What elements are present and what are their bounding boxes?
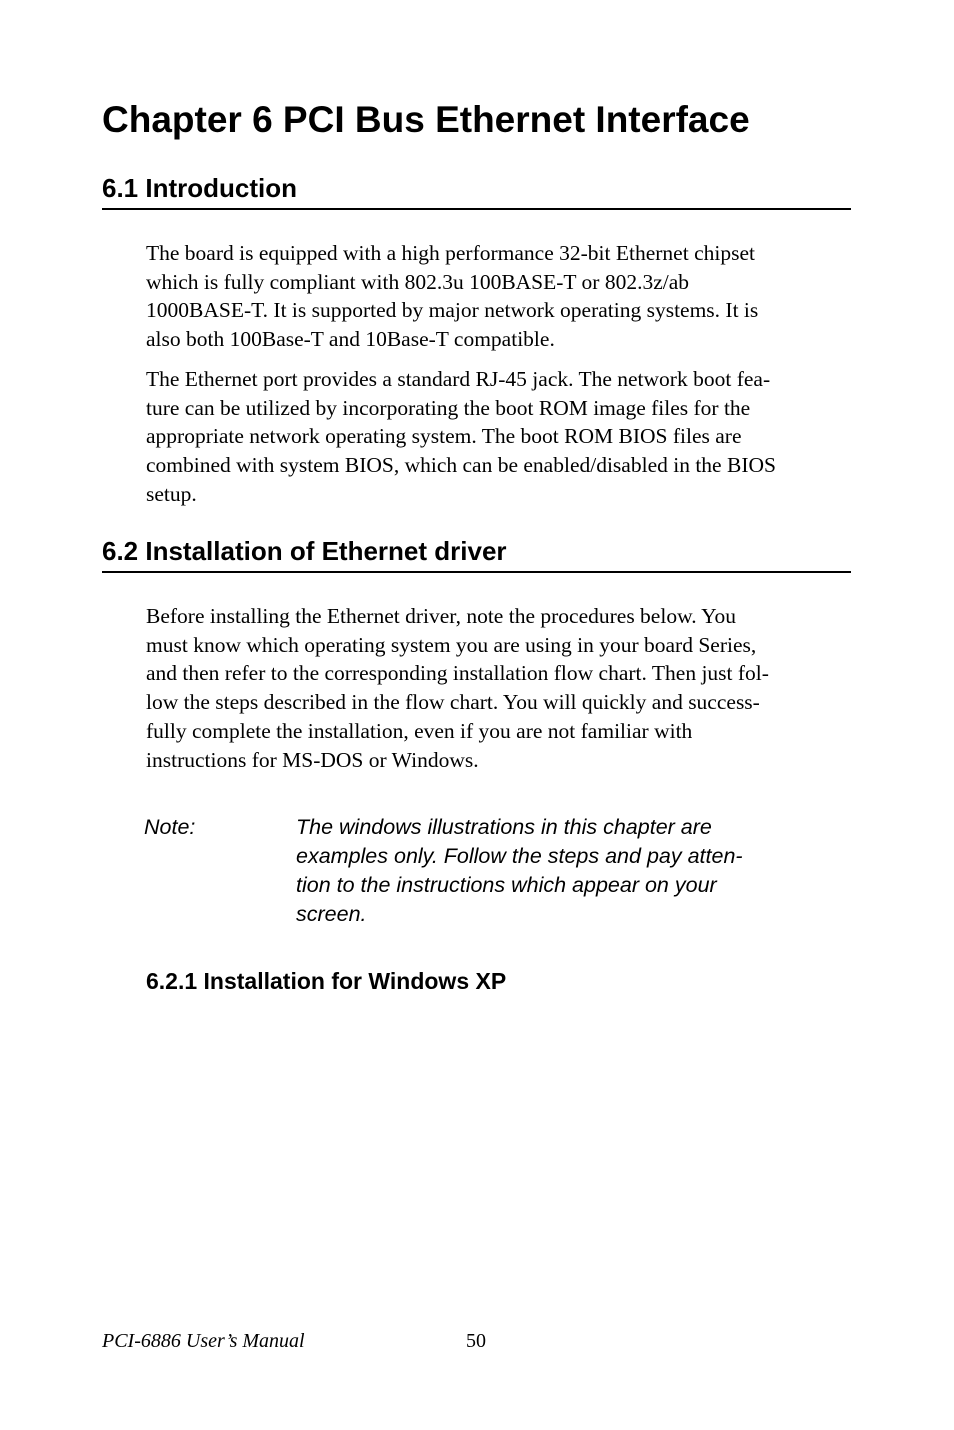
text-line: combined with system BIOS, which can be enabled/disabled in the BIOS (146, 453, 776, 478)
installation-paragraph (146, 602, 851, 774)
text-line: The windows illustrations in this chapter are (296, 815, 712, 839)
note-text (296, 813, 844, 929)
section-heading-introduction: 6.1 Introduction (102, 172, 851, 210)
footer-page-number: 50 (466, 1330, 486, 1352)
text-line: fully complete the installation, even if you are not familiar with (146, 718, 693, 743)
text-line: must know which operating system you are using in your board Series, (146, 632, 757, 657)
note-label: Note: (144, 815, 196, 839)
intro-paragraph-1 (146, 239, 851, 354)
section-heading-installation: 6.2 Installation of Ethernet driver (102, 535, 851, 573)
subsection-heading-windows-xp: 6.2.1 Installation for Windows XP (146, 968, 507, 994)
text-line: which is fully compliant with 802.3u 100BASE-T or 802.3z/ab (146, 269, 690, 294)
text-line: instructions for MS-DOS or Windows. (146, 747, 479, 772)
text-line: 1000BASE-T. It is supported by major network operating systems. It is (146, 298, 759, 323)
chapter-title: Chapter 6 PCI Bus Ethernet Interface (102, 99, 750, 140)
text-line: low the steps described in the flow chart. You will quickly and success- (146, 690, 760, 715)
text-line: The board is equipped with a high performance 32-bit Ethernet chipset (146, 241, 755, 265)
text-line: also both 100Base-T and 10Base-T compatible. (146, 327, 555, 352)
intro-paragraph-2 (146, 365, 851, 509)
text-line: examples only. Follow the steps and pay atten- (296, 844, 743, 868)
text-line: Before installing the Ethernet driver, note the procedures below. You (146, 604, 737, 628)
text-line: setup. (146, 481, 197, 506)
text-line: ture can be utilized by incorporating the boot ROM image files for the (146, 395, 751, 420)
text-line: The Ethernet port provides a standard RJ-45 jack. The network boot fea- (146, 367, 771, 391)
footer-manual-title: PCI-6886 User’s Manual (102, 1330, 305, 1352)
text-line: screen. (296, 902, 367, 926)
text-line: and then refer to the corresponding installation flow chart. Then just fol- (146, 661, 769, 686)
text-line: appropriate network operating system. The boot ROM BIOS files are (146, 424, 742, 449)
text-line: tion to the instructions which appear on your (296, 873, 717, 897)
